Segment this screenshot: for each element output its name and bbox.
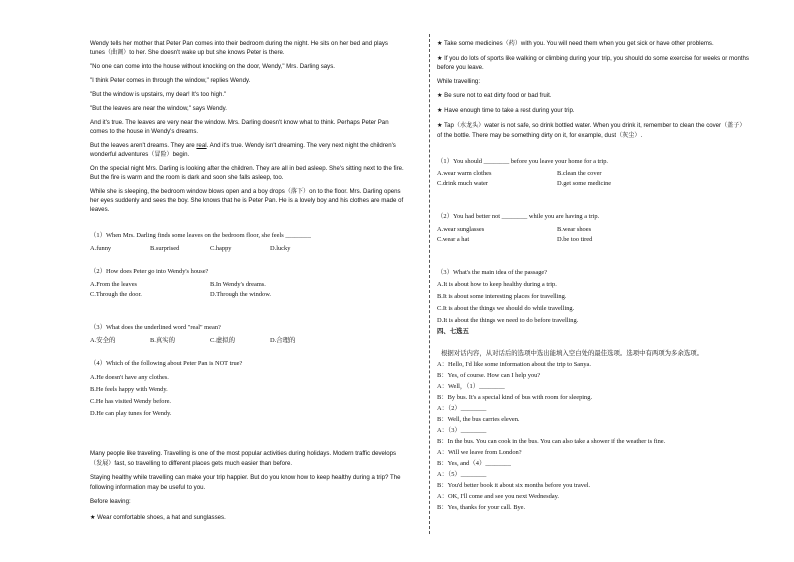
passage-line: Before leaving: — [90, 498, 131, 505]
dialogue-line: B：Yes, of course. How can I help you? — [437, 372, 541, 379]
option-a: A.wear warm clothes — [437, 170, 492, 177]
passage-line: leaves. — [90, 206, 110, 213]
option-c: C.happy — [210, 245, 232, 252]
passage-line: her eyes suddenly and sees the boy. She knows that he is Peter Pan. He is a lovely boy and his clothes are made of — [90, 197, 404, 204]
passage-line: ★ Tap（水龙头）water is not safe, so drink bottled water. When you drink it, remember to clean the cover（盖子） — [437, 122, 746, 129]
option-b: B.surprised — [150, 245, 180, 252]
dialogue-line: B：In the bus. You can cook in the bus. You can also take a shower if the weather is fine. — [437, 438, 666, 445]
passage-line: While travelling: — [437, 78, 481, 85]
passage-line: But the fire is warm and the room is dark and soon she falls asleep, too. — [90, 174, 284, 181]
option-d: D.合理的 — [270, 337, 296, 344]
dialogue-line: A：Well，（1）________ — [437, 383, 505, 390]
question-stem: （1）You should ________ before you leave your home for a trip. — [437, 158, 608, 165]
passage-line: ★ Have enough time to take a rest during your trip. — [437, 107, 575, 114]
option-b: B.wear shoes — [557, 226, 592, 233]
option-a: A.From the leaves — [90, 281, 138, 288]
passage-line: wonderful adventures（冒险）begin. — [90, 151, 190, 158]
option-d: D.Through the window. — [210, 291, 271, 298]
passage-line: "But the leaves are near the window," says Wendy. — [90, 105, 227, 112]
option-a: A.It is about how to keep healthy during a trip. — [437, 281, 557, 288]
option-b: B.It is about some interesting places for travelling. — [437, 293, 567, 300]
dialogue-line: A：OK, I'll come and see you next Wednesday. — [437, 493, 560, 500]
option-c: C.wear a hat — [437, 236, 470, 243]
passage-line: Wendy tells her mother that Peter Pan comes into their bedroom during the night. He sits on her bed and plays — [90, 40, 388, 47]
option-a: A.安全的 — [90, 337, 116, 344]
dialogue-line: B：Yes, thanks for your call. Bye. — [437, 504, 526, 511]
option-b: B.In Wendy's dreams. — [210, 281, 266, 288]
dialogue-line: A：（3）________ — [437, 427, 487, 434]
option-c: C.He has visited Wendy before. — [90, 398, 172, 405]
question-stem: （1）When Mrs. Darling finds some leaves on the bedroom floor, she feels ________ — [90, 232, 311, 239]
option-d: D.It is about the things we need to do before travelling. — [437, 317, 579, 324]
dialogue-line: A：（2）________ — [437, 405, 487, 412]
question-stem: （4）Which of the following about Peter Pan is NOT true? — [90, 360, 243, 367]
option-d: D.He can play tunes for Wendy. — [90, 410, 172, 417]
option-b: B.He feels happy with Wendy. — [90, 386, 168, 393]
passage-line: ★ Be sure not to eat dirty food or bad fruit. — [437, 92, 552, 99]
passage-line: But the leaves aren't dreams. They are real. And it's true. Wendy isn't dreaming. The very next night the children's — [90, 142, 396, 149]
underlined-word-real: real — [196, 142, 207, 149]
dialogue-line: B：You'd better book it about six months before you travel. — [437, 482, 591, 489]
option-c: C.Through the door. — [90, 291, 142, 298]
passage-line: "But the window is upstairs, my dear! It's too high." — [90, 91, 227, 98]
option-d: D.lucky — [270, 245, 291, 252]
dialogue-line: B：Yes, and（4）________ — [437, 460, 511, 467]
option-b: B.clean the cover — [557, 170, 602, 177]
passage-line: ★ If you do lots of sports like walking or climbing during your trip, you should do some exercise for weeks or months — [437, 55, 749, 62]
passage-line: Many people like traveling. Travelling is one of the most popular activities during holidays. Modern traffic develops — [90, 450, 397, 457]
passage-line: （发展）fast, so travelling to different places gets much easier than before. — [90, 460, 293, 467]
passage-line: before you leave. — [437, 64, 484, 71]
column-divider — [429, 34, 430, 534]
question-stem: （2）How does Peter go into Wendy's house? — [90, 268, 209, 275]
option-d: D.get some medicine — [557, 180, 612, 187]
passage-line: following information may be useful to you. — [90, 484, 206, 491]
dialogue-line: A：（5）________ — [437, 471, 487, 478]
option-a: A.He doesn't have any clothes. — [90, 374, 169, 381]
dialogue-line: B：By bus. It's a special kind of bus with room for sleeping. — [437, 394, 593, 401]
passage-line: comes to the house in Wendy's dreams. — [90, 128, 199, 135]
passage-line: "No one can come into the house without knocking on the door, Wendy," Mrs. Darling says. — [90, 63, 335, 70]
passage-line: ★ Take some medicines（药）with you. You will need them when you get sick or have other problems. — [437, 40, 714, 47]
option-b: B.真实的 — [150, 337, 176, 344]
option-d: D.be too tired — [557, 236, 593, 243]
option-a: A.wear sunglasses — [437, 226, 485, 233]
section-instruction: 根据对话内容，从对话后的选项中选出能填入空白处的最佳选项。选项中有两项为多余选项。 — [441, 350, 704, 357]
passage-line: "I think Peter comes in through the window," replies Wendy. — [90, 77, 251, 84]
option-c: C.drink much water — [437, 180, 488, 187]
dialogue-line: A：Hello, I'd like some information about the trip to Sanya. — [437, 361, 591, 368]
passage-line: While she is sleeping, the bedroom window blows open and a boy drops（落下）on to the floor. Mrs. Darling opens — [90, 188, 401, 195]
option-a: A.funny — [90, 245, 112, 252]
passage-line: On the special night Mrs. Darling is looking after the children. They are all in bed asleep. She's sitting next to the fire. — [90, 165, 404, 172]
option-c: C.It is about the things we should do while travelling. — [437, 305, 575, 312]
question-stem: （2）You had better not ________ while you are having a trip. — [437, 213, 600, 220]
dialogue-line: A：Will we leave from London? — [437, 449, 522, 456]
passage-line: And it's true. The leaves are very near the window. Mrs. Darling doesn't know what to think. Perhaps Peter Pan — [90, 119, 389, 126]
question-stem: （3）What does the underlined word "real" mean? — [90, 324, 221, 331]
question-stem: （3）What's the main idea of the passage? — [437, 269, 548, 276]
passage-line: ★ Wear comfortable shoes, a hat and sunglasses. — [90, 514, 226, 521]
option-c: C.虚拟的 — [210, 337, 236, 344]
dialogue-line: B：Well, the bus carries eleven. — [437, 416, 520, 423]
section-title: 四、七选五 — [437, 328, 469, 335]
passage-line: Staying healthy while travelling can make your trip happier. But do you know how to keep healthy during a trip? The — [90, 474, 401, 481]
passage-line: of the bottle. There may be something dirty on it, for example, dust（灰尘）. — [437, 132, 643, 139]
passage-line: tunes（曲调）to her. She doesn't wake up but she knows Peter is there. — [90, 49, 285, 56]
